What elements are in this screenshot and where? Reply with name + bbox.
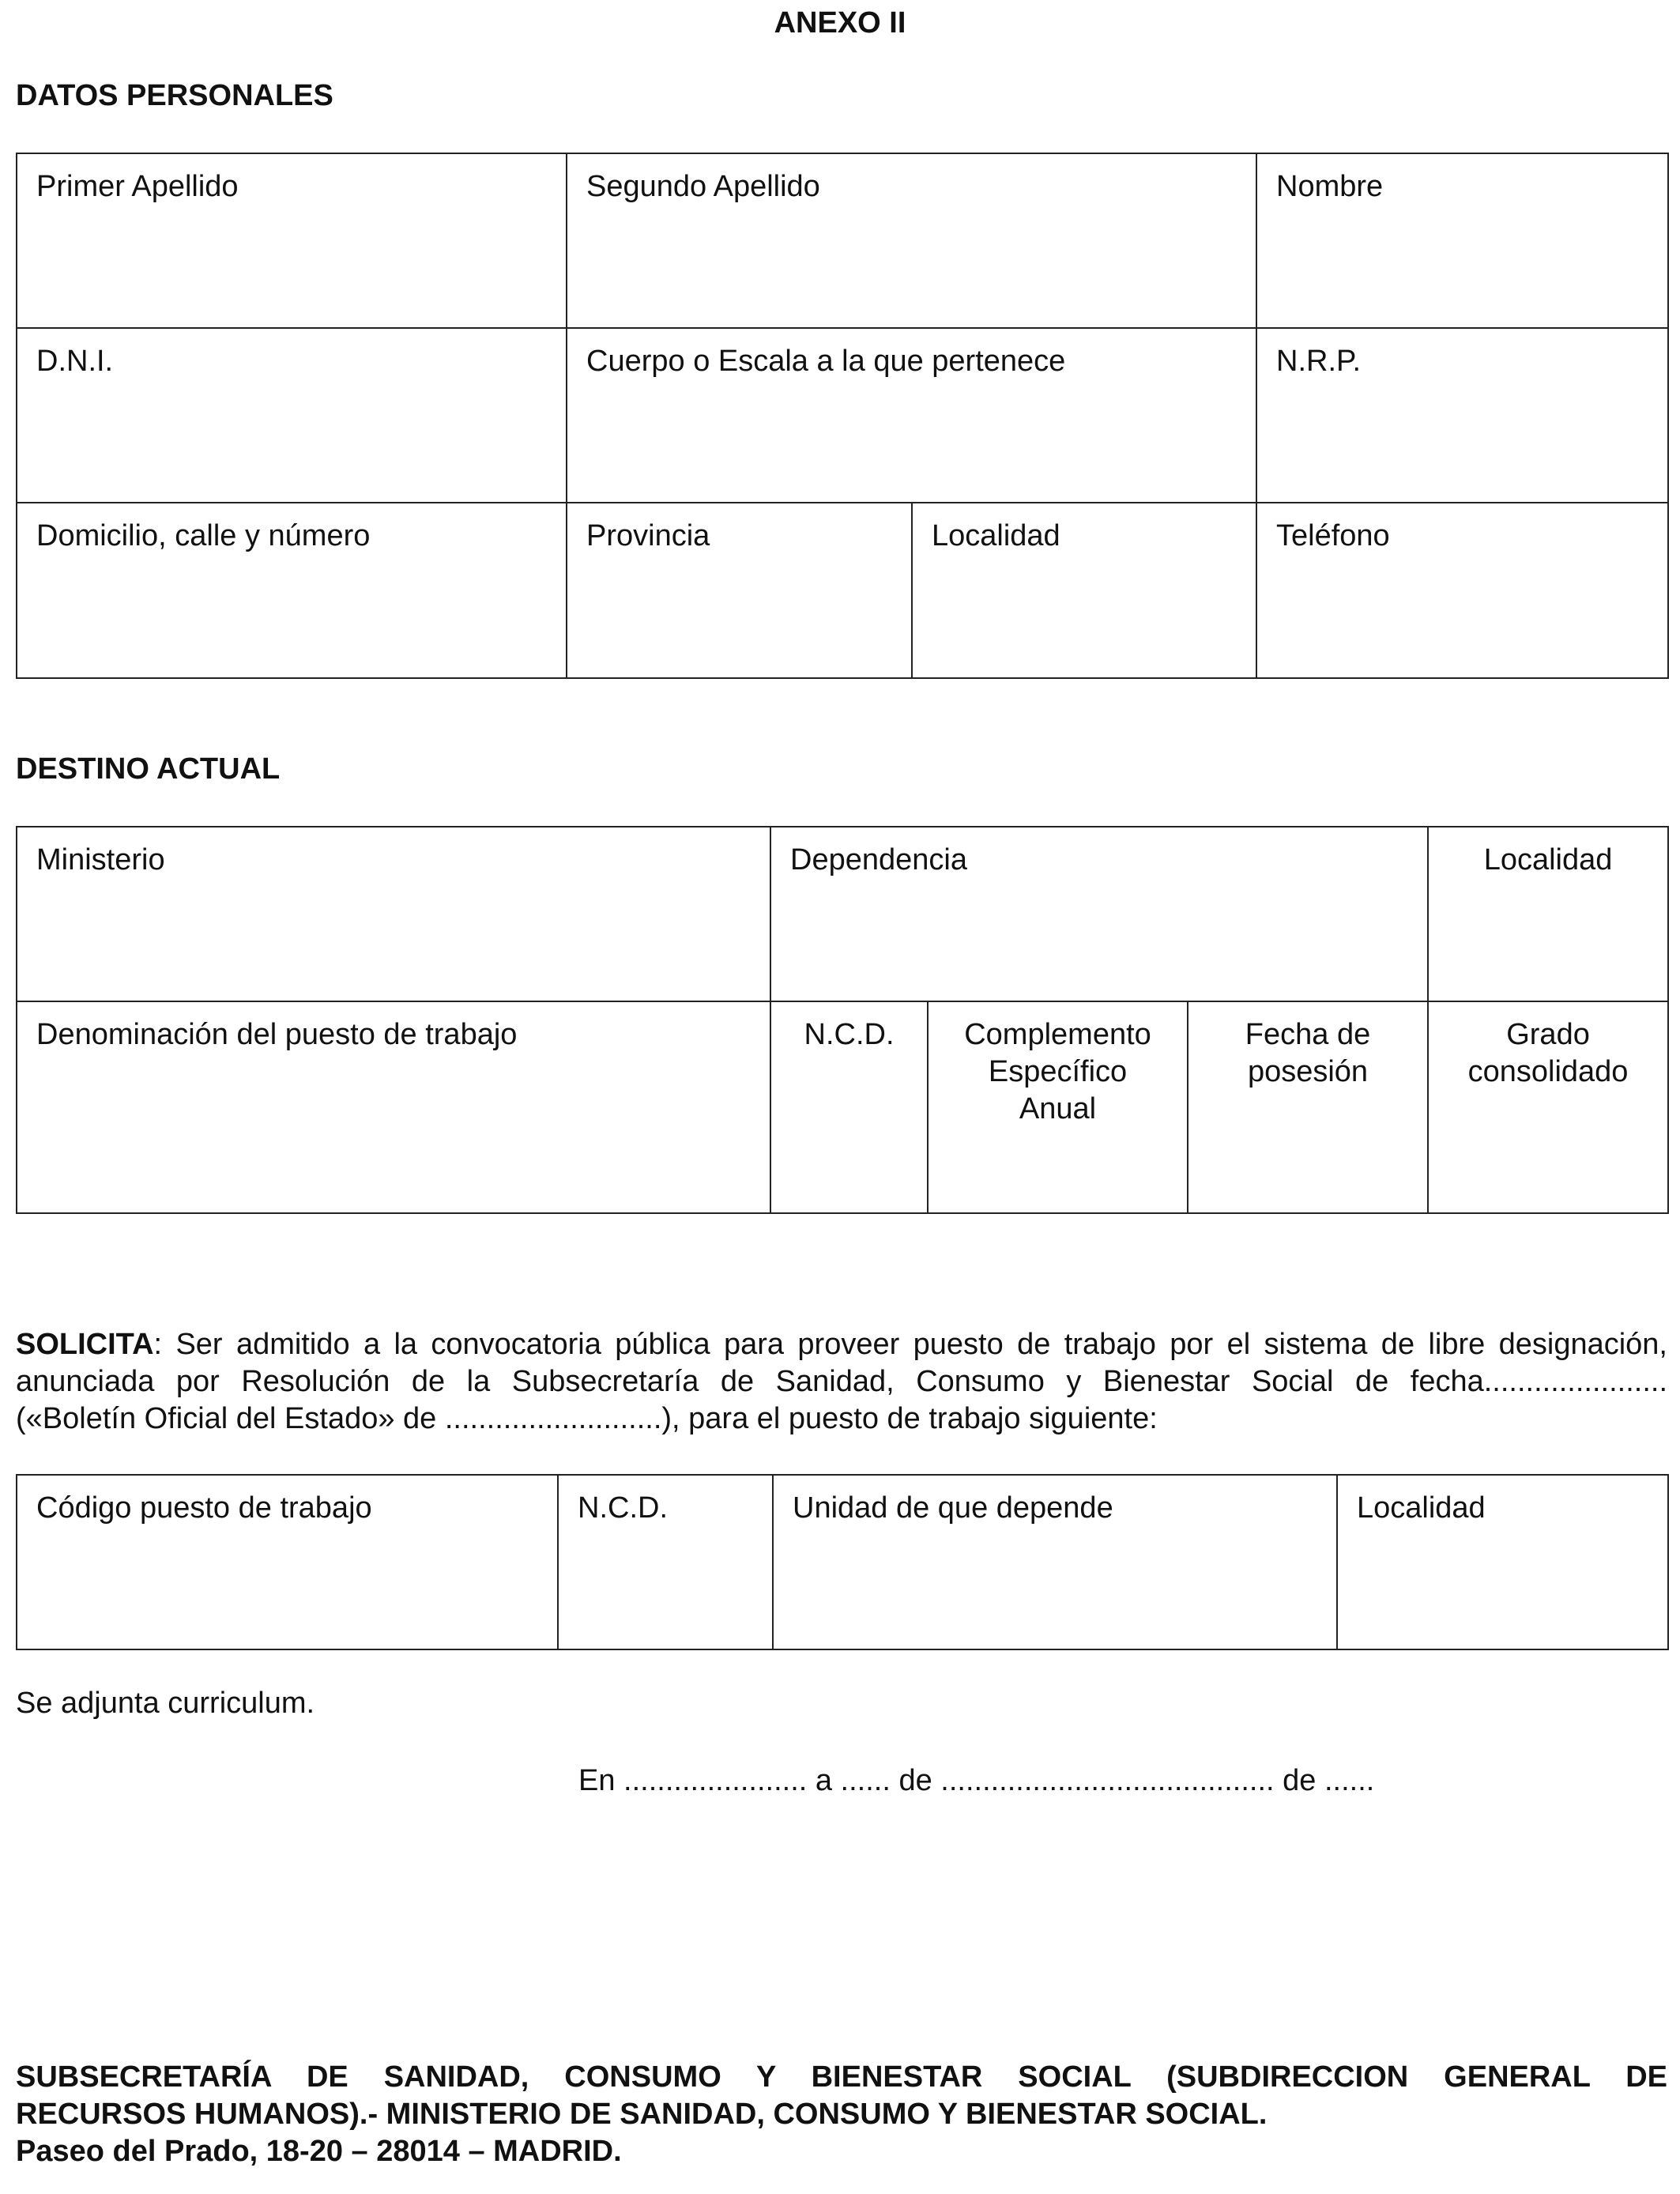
request-line-1: : Ser admitido a la convocatoria pública para proveer puesto de trabajo por el sistema de libre designación,: [153, 1328, 1667, 1361]
first-surname-field[interactable]: [17, 153, 567, 328]
field-label: Dependencia: [790, 843, 967, 876]
specific-complement-field[interactable]: [928, 1001, 1188, 1213]
phone-field[interactable]: [1256, 503, 1668, 678]
current-locality-field[interactable]: [1428, 827, 1668, 1001]
requested-post-table: [16, 1474, 1669, 1650]
field-label: Ministerio: [36, 843, 165, 876]
field-label: N.C.D.: [804, 1018, 895, 1051]
personal-data-heading: DATOS PERSONALES: [16, 79, 333, 112]
province-field[interactable]: [567, 503, 912, 678]
ncd-field[interactable]: [770, 1001, 928, 1213]
footer-line-3: Paseo del Prado, 18-20 – 28014 – MADRID.: [16, 2135, 622, 2168]
consolidated-grade-field[interactable]: [1428, 1001, 1668, 1213]
position-name-field[interactable]: [17, 1001, 770, 1213]
field-label: Nombre: [1276, 170, 1384, 203]
field-label: Teléfono: [1276, 519, 1390, 552]
ministry-field[interactable]: [17, 827, 770, 1001]
nrp-field[interactable]: [1256, 328, 1668, 503]
dni-field[interactable]: [17, 328, 567, 503]
field-label: Complemento: [964, 1018, 1151, 1051]
cv-note: Se adjunta curriculum.: [16, 1687, 315, 1720]
field-label: N.R.P.: [1276, 345, 1362, 378]
field-label: Provincia: [586, 519, 710, 552]
field-label: Fecha de: [1245, 1018, 1371, 1051]
field-label: Cuerpo o Escala a la que pertenece: [586, 345, 1066, 378]
requested-ncd-field[interactable]: [558, 1475, 773, 1649]
second-surname-field[interactable]: [567, 153, 1256, 328]
corps-field[interactable]: [567, 328, 1256, 503]
locality-field[interactable]: [912, 503, 1256, 678]
field-label: Unidad de que depende: [793, 1491, 1113, 1525]
current-post-heading: DESTINO ACTUAL: [16, 752, 281, 786]
current-post-table: [16, 826, 1669, 1214]
date-line[interactable]: En ...................... a ...... de ........................................ de ......: [578, 1764, 1375, 1797]
personal-data-table: [16, 153, 1669, 679]
request-label: SOLICITA: [16, 1328, 154, 1361]
requested-locality-field[interactable]: [1337, 1475, 1668, 1649]
field-label: posesión: [1247, 1055, 1369, 1088]
request-line-3: («Boletín Oficial del Estado» de ..........................), para el puesto de trabajo siguiente:: [16, 1402, 1158, 1435]
field-label: N.C.D.: [578, 1491, 668, 1525]
request-line-2: anunciada por Resolución de la Subsecretaría de Sanidad, Consumo y Bienestar Social de fecha......................: [16, 1365, 1667, 1398]
dependency-field[interactable]: [770, 827, 1428, 1001]
footer-line-1: SUBSECRETARÍA DE SANIDAD, CONSUMO Y BIENESTAR SOCIAL (SUBDIRECCION GENERAL DE: [16, 2060, 1667, 2094]
field-label: consolidado: [1467, 1055, 1629, 1088]
field-label: Segundo Apellido: [586, 170, 820, 203]
name-field[interactable]: [1256, 153, 1668, 328]
field-label: Denominación del puesto de trabajo: [36, 1018, 518, 1051]
possession-date-field[interactable]: [1188, 1001, 1428, 1213]
field-label: Anual: [1019, 1092, 1097, 1125]
field-label: Domicilio, calle y número: [36, 519, 371, 552]
footer-line-2: RECURSOS HUMANOS).- MINISTERIO DE SANIDAD, CONSUMO Y BIENESTAR SOCIAL.: [16, 2098, 1268, 2131]
post-code-field[interactable]: [17, 1475, 558, 1649]
field-label: Grado: [1506, 1018, 1590, 1051]
request-paragraph: [16, 1326, 1667, 1438]
field-label: Localidad: [1357, 1491, 1486, 1525]
field-label: D.N.I.: [36, 345, 114, 378]
footer-address: [16, 2059, 1667, 2170]
field-label: Código puesto de trabajo: [36, 1491, 372, 1525]
field-label: Específico: [988, 1055, 1128, 1088]
field-label: Localidad: [932, 519, 1060, 552]
address-field[interactable]: [17, 503, 567, 678]
unit-field[interactable]: [773, 1475, 1337, 1649]
field-label: Localidad: [1483, 843, 1613, 876]
annex-title: ANEXO II: [774, 6, 906, 40]
field-label: Primer Apellido: [36, 170, 239, 203]
